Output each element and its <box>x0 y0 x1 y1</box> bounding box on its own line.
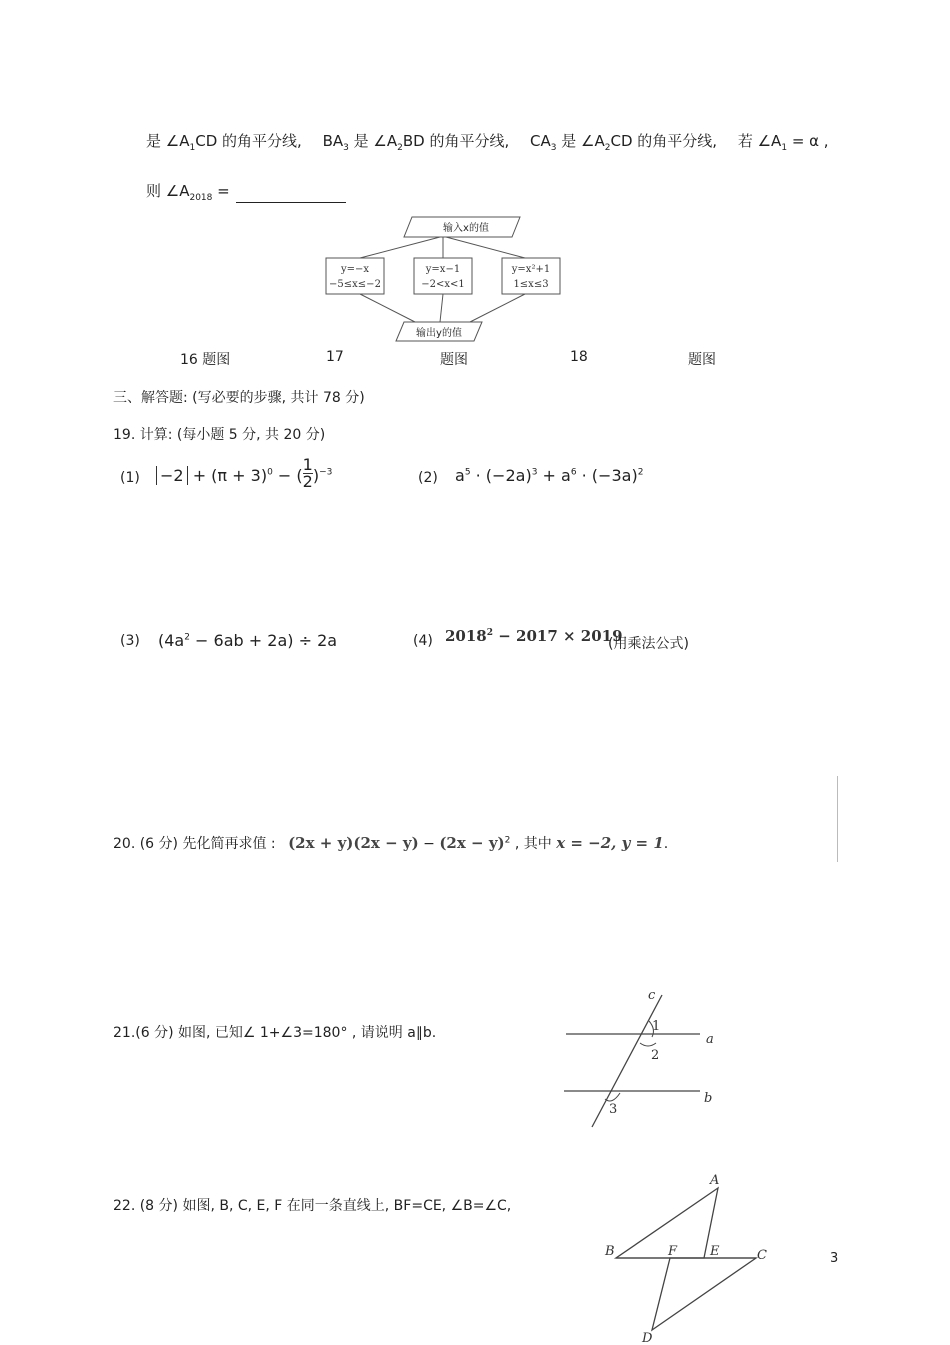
caption-18-number: 18 <box>570 349 588 365</box>
flowchart-input-text: 输入x的值 <box>443 223 489 234</box>
label-point-E: E <box>710 1244 720 1259</box>
caption-17-text: 题图 <box>440 352 468 368</box>
label-line-b: b <box>704 1091 713 1106</box>
q22-text: 22. (8 分) 如图, B, C, E, F 在同一条直线上, BF=CE, ∠B=∠C, <box>113 1198 512 1214</box>
flowchart-middle-line2: −2<x<1 <box>421 279 465 290</box>
section-3-heading: 三、解答题: (写必要的步骤, 共计 78 分) <box>113 390 365 406</box>
q19-part2-label: (2) <box>418 470 438 486</box>
label-line-a: a <box>706 1032 714 1047</box>
q20-line: 20. (6 分) 先化简再求值 : $(2x + y)(2x - y) - (2x - y)^2$ , 其中 x = −2, y = 1. <box>113 834 669 852</box>
q19-part3-label: (3) <box>120 633 140 649</box>
label-point-D: D <box>642 1331 653 1345</box>
q19-part2-expression: $a^5 \cdot (-2a)^3 + a^6 \cdot (-3a)^2$ <box>455 466 644 485</box>
flowchart-right-line1: y=x²+1 <box>511 264 551 275</box>
page-number: 3 <box>830 1251 839 1266</box>
fraction-half: $\frac{1}{2}$ <box>302 455 313 491</box>
label-point-B: B <box>605 1244 615 1259</box>
abs-value: −2 <box>156 466 188 485</box>
caption-18-text: 题图 <box>688 352 716 368</box>
label-angle-2: 2 <box>651 1048 660 1063</box>
label-line-c: c <box>648 988 656 1003</box>
q21-text: 21.(6 分) 如图, 已知∠ 1+∠3=180° , 请说明 a∥b. <box>113 1025 437 1041</box>
flowchart-left-line2: −5≤x≤−2 <box>329 279 381 290</box>
flowchart-output-text: 输出y的值 <box>416 328 462 339</box>
label-angle-3: 3 <box>609 1102 618 1117</box>
answer-blank[interactable] <box>236 188 346 203</box>
caption-16: 16 题图 <box>180 352 231 368</box>
flowchart-figure <box>320 214 570 344</box>
label-point-A: A <box>710 1173 720 1188</box>
q19-part4-note: (用乘法公式) <box>608 636 689 652</box>
label-angle-1: 1 <box>652 1019 661 1034</box>
q19-part1-label: (1) <box>120 470 140 486</box>
q18-line-1: 是 $\angle A_1CD$ 的角平分线, $BA_3$ 是 $\angle A_2BD$ 的角平分线, $CA_3$ 是 $\angle A_2CD$ 的角平分线, 若 $\angle A_1 = \alpha$ , <box>146 132 829 153</box>
flowchart-right-line2: 1≤x≤3 <box>513 279 549 290</box>
q19-part4-label: (4) <box>413 633 433 649</box>
caption-17-number: 17 <box>326 349 344 365</box>
q18-line-2: 则 $\angle A_{2018}$ = <box>146 180 346 203</box>
q19-part4-expression: $2018^2 - 2017 \times 2019$ <box>445 627 623 645</box>
figure-21-parallel-lines <box>560 985 730 1130</box>
q19-part3-expression: $(4a^2 - 6ab + 2a) \div 2a$ <box>158 631 338 650</box>
flowchart-middle-line1: y=x−1 <box>425 264 461 275</box>
q19-part1-expression: $-2 + (\pi + 3)^0$ − ( $\frac{1}{2}$ )$^{-3}$ <box>156 460 332 490</box>
figure-22-triangles <box>600 1170 780 1345</box>
label-point-F: F <box>668 1244 678 1259</box>
margin-rule <box>837 776 838 862</box>
label-point-C: C <box>757 1248 767 1263</box>
flowchart-left-line1: y=−x <box>340 264 370 275</box>
q19-title: 19. 计算: (每小题 5 分, 共 20 分) <box>113 427 326 443</box>
